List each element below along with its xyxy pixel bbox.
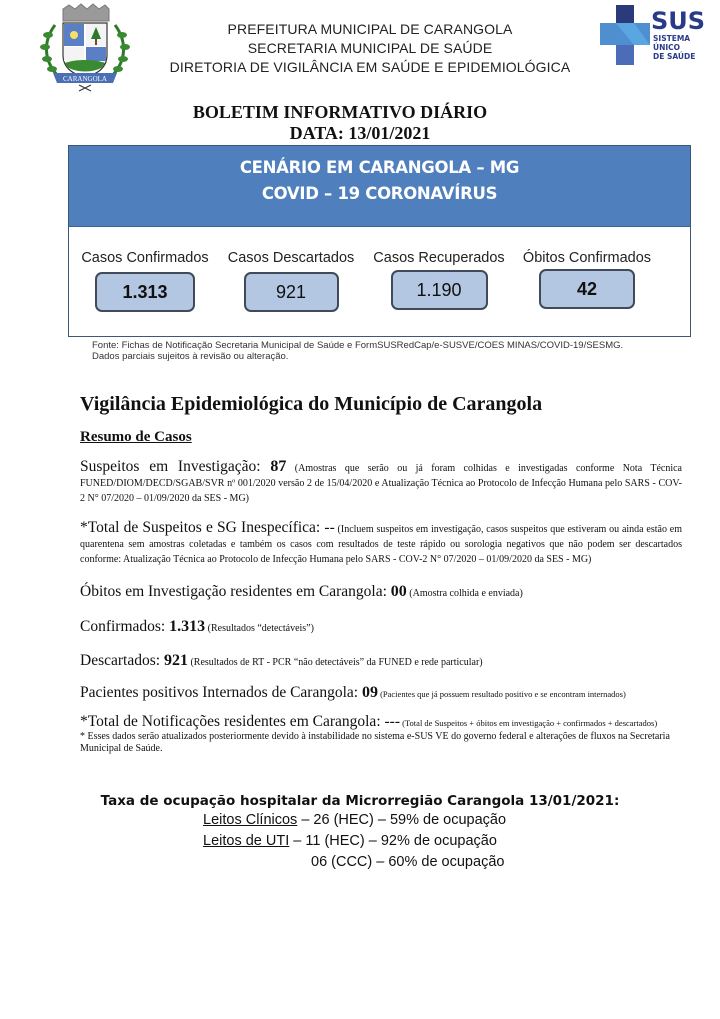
item-value: -- [324, 519, 335, 536]
item-hospitalized [80, 683, 682, 704]
header-line-prefeitura: PREFEITURA MUNICIPAL DE CARANGOLA [227, 21, 513, 37]
stat-value: 42 [539, 269, 635, 309]
item-label: *Total de Suspeitos e SG Inespecífica: [80, 519, 325, 536]
stat-value: 1.190 [391, 270, 488, 310]
item-value: 00 [390, 583, 407, 600]
occupancy-row-detail: 06 (CCC) – 60% de ocupação [311, 854, 505, 870]
data-source-note [92, 340, 682, 362]
item-value: 87 [270, 458, 287, 475]
sus-subtitle-3: DE SAÚDE [653, 52, 696, 61]
scenario-header [69, 146, 690, 227]
occupancy-row-icu-ccc [100, 852, 620, 873]
item-label: Descartados: [80, 652, 164, 669]
item-value: --- [384, 713, 400, 730]
occupancy-row-icu [100, 831, 620, 852]
header-line-diretoria: DIRETORIA DE VIGILÂNCIA EM SAÚDE E EPIDEMIOLÓGICA [169, 59, 571, 75]
sus-cross-logo-icon [600, 5, 706, 67]
occupancy-row-label: Leitos de UTI [203, 833, 290, 849]
occupancy-row-clinical [100, 810, 620, 831]
carangola-coat-of-arms-logo [35, 3, 135, 91]
occupancy-section [100, 792, 620, 873]
occupancy-row-detail: – 11 (HEC) – 92% de ocupação [289, 833, 497, 849]
carangola-coat-of-arms-icon [35, 3, 135, 91]
item-note: (Resultados “detectáveis”) [205, 623, 314, 634]
item-note: (Amostras que serão ou já foram colhidas e investigadas conforme Nota Técnica FUNED/DIOM/DECD/SGAB/SVR nº 001/2020 versão 2 de 15/04/2020 e Atualização Técnica ao Protocolo de Infecção Humana pelo SARS - COV-2 N° 07/2020 – 01/09/2020 da SES - MG) [80, 463, 682, 504]
update-footnote: * Esses dados serão atualizados posteriormente devido à instabilidade no sistema e-SUS VE do governo federal e alterações de fluxos na Secretaria Municipal de Saúde. [80, 731, 670, 754]
stat-confirmed-cases [75, 250, 215, 312]
source-disclaimer: Dados parciais sujeitos à revisão ou alteração. [92, 351, 289, 362]
sus-logo [600, 5, 706, 67]
item-value: 921 [163, 652, 188, 669]
item-total-notifications [80, 715, 682, 730]
source-line: Fonte: Fichas de Notificação Secretaria Municipal de Saúde e FormSUSRedCap/e-SUSVE/COES MINAS/COVID-19/SESMG. [92, 340, 624, 351]
institution-header [150, 20, 590, 77]
header-line-secretaria: SECRETARIA MUNICIPAL DE SAÚDE [247, 40, 493, 56]
scenario-panel [68, 145, 691, 337]
occupancy-title: Taxa de ocupação hospitalar da Microrregião Carangola 13/01/2021: [100, 793, 620, 809]
item-value: 1.313 [169, 618, 206, 635]
occupancy-row-detail: – 26 (HEC) – 59% de ocupação [297, 812, 507, 828]
bulletin-date: DATA: 13/01/2021 [289, 123, 431, 143]
item-note: (Amostra colhida e enviada) [406, 588, 523, 599]
stat-label: Óbitos Confirmados [522, 250, 652, 266]
item-value: 09 [361, 684, 378, 701]
stat-value: 921 [244, 272, 339, 312]
stat-confirmed-deaths [517, 250, 657, 309]
section-subtitle: Resumo de Casos [80, 429, 192, 445]
coat-of-arms-banner-text: CARANGOLA [63, 75, 107, 83]
stat-discarded-cases [221, 250, 361, 312]
item-label: *Total de Notificações residentes em Carangola: [80, 713, 385, 730]
stat-label: Casos Descartados [227, 250, 355, 266]
item-discarded [80, 651, 682, 672]
scenario-heading-disease: COVID – 19 CORONAVÍRUS [261, 184, 498, 203]
sus-subtitle-2: ÚNICO [653, 43, 681, 52]
item-label: Suspeitos em Investigação: [80, 458, 271, 475]
stat-value: 1.313 [95, 272, 195, 312]
item-label: Pacientes positivos Internados de Carangola: [80, 684, 362, 701]
item-note: (Total de Suspeitos + óbitos em investigação + confirmados + descartados) [400, 718, 658, 728]
stat-recovered-cases [369, 250, 509, 310]
item-total-suspects-sg [80, 521, 682, 566]
bulletin-title: BOLETIM INFORMATIVO DIÁRIO [192, 102, 488, 122]
item-suspects-investigation [80, 460, 682, 505]
item-label: Confirmados: [80, 618, 170, 635]
item-label: Óbitos em Investigação residentes em Carangola: [80, 583, 391, 600]
sus-subtitle-1: SISTEMA [653, 34, 691, 43]
item-note: (Resultados de RT - PCR “não detectáveis” da FUNED e rede particular) [187, 657, 483, 668]
surveillance-section [80, 392, 682, 755]
stat-label: Casos Recuperados [373, 250, 505, 266]
item-deaths-investigation [80, 582, 682, 603]
scenario-heading-location: CENÁRIO EM CARANGOLA – MG [239, 158, 520, 177]
item-note: (Incluem suspeitos em investigação, casos suspeitos que estiveram ou ainda estão em quarentena sem amostras coletadas e também os casos com resultados de teste rápido ou sorologia negativos que não podem ser descartados conforme: Atualização Técnica ao Protocolo de Infecção Humana pelo SARS - COV-2 N° 07/2020 – 01/09/2020 da SES - MG) [80, 524, 682, 565]
section-title: Vigilância Epidemiológica do Município de Carangola [80, 393, 543, 415]
item-note: (Pacientes que já possuem resultado positivo e se encontram internados) [377, 689, 626, 699]
sus-title: SUS [651, 7, 706, 35]
stat-label: Casos Confirmados [81, 250, 209, 266]
occupancy-row-label: Leitos Clínicos [203, 812, 298, 828]
item-confirmed [80, 617, 682, 638]
